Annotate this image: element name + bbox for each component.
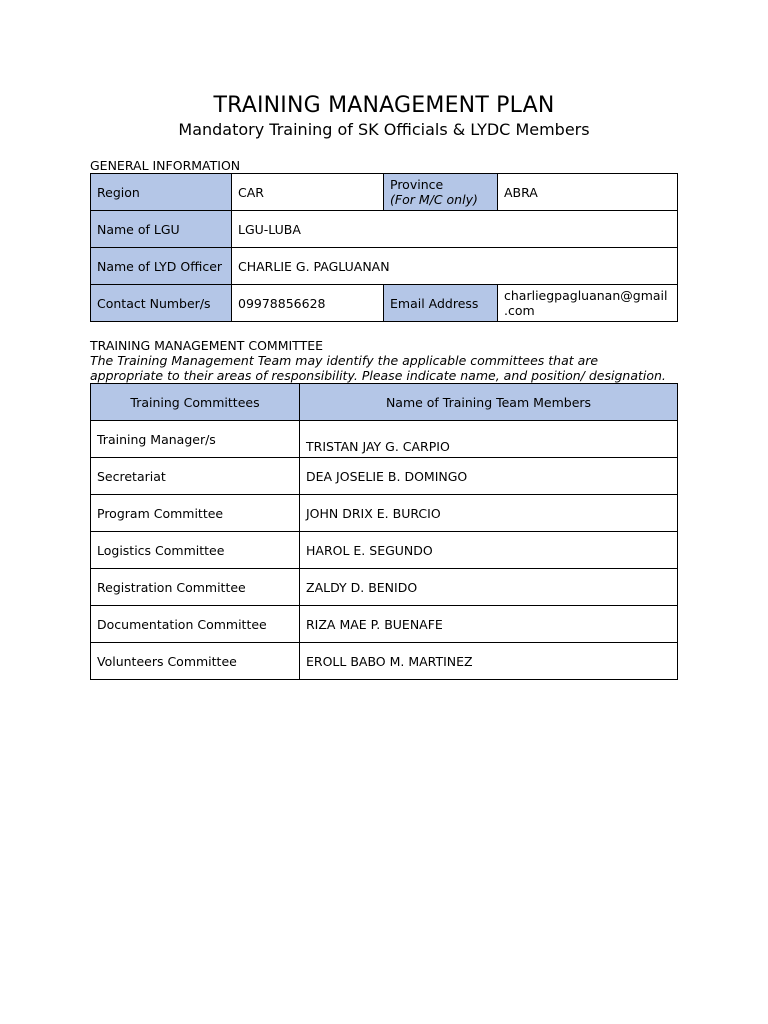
committee-name: Secretariat (91, 458, 300, 495)
general-info-table (90, 173, 678, 322)
committee-note-line1: The Training Management Team may identify the applicable committees that are (90, 353, 599, 368)
member-name: DEA JOSELIE B. DOMINGO (300, 458, 678, 495)
table-row (91, 421, 678, 458)
column-header-committees: Training Committees (91, 384, 300, 421)
email-value-line2: .com (504, 303, 535, 318)
contact-value: 09978856628 (232, 285, 384, 322)
general-info-heading: GENERAL INFORMATION (90, 158, 241, 173)
member-name: EROLL BABO M. MARTINEZ (300, 643, 678, 680)
table-row (91, 606, 678, 643)
committee-note-line2: appropriate to their areas of responsibility. Please indicate name, and position/ designation. (90, 368, 666, 383)
lgu-label: Name of LGU (91, 211, 232, 248)
table-row (91, 495, 678, 532)
region-value: CAR (232, 174, 384, 211)
table-row (91, 643, 678, 680)
column-header-members: Name of Training Team Members (300, 384, 678, 421)
table-row (91, 458, 678, 495)
province-value: ABRA (498, 174, 678, 211)
document-title: TRAINING MANAGEMENT PLAN (213, 93, 555, 118)
table-row (91, 285, 678, 322)
lgu-value: LGU-LUBA (232, 211, 678, 248)
email-value-cell (498, 285, 678, 322)
table-header-row (91, 384, 678, 421)
table-row (91, 174, 678, 211)
member-name: ZALDY D. BENIDO (300, 569, 678, 606)
table-row (91, 532, 678, 569)
committee-heading: TRAINING MANAGEMENT COMMITTEE (90, 338, 324, 353)
table-row (91, 211, 678, 248)
committee-table (90, 383, 678, 680)
committee-name: Registration Committee (91, 569, 300, 606)
document-subtitle: Mandatory Training of SK Officials & LYDC Members (178, 120, 590, 139)
province-note: (For M/C only) (390, 192, 478, 207)
committee-name: Training Manager/s (91, 421, 300, 458)
officer-value: CHARLIE G. PAGLUANAN (232, 248, 678, 285)
committee-name: Program Committee (91, 495, 300, 532)
province-label: Province (390, 177, 444, 192)
province-label-cell (384, 174, 498, 211)
committee-name: Logistics Committee (91, 532, 300, 569)
email-value-line1: charliegpagluanan@gmail (504, 288, 668, 303)
committee-name: Documentation Committee (91, 606, 300, 643)
region-label: Region (91, 174, 232, 211)
member-name: TRISTAN JAY G. CARPIO (300, 421, 678, 458)
contact-label: Contact Number/s (91, 285, 232, 322)
email-label: Email Address (384, 285, 498, 322)
member-name: RIZA MAE P. BUENAFE (300, 606, 678, 643)
member-name: HAROL E. SEGUNDO (300, 532, 678, 569)
member-name: JOHN DRIX E. BURCIO (300, 495, 678, 532)
officer-label: Name of LYD Officer (91, 248, 232, 285)
table-row (91, 569, 678, 606)
table-row (91, 248, 678, 285)
committee-name: Volunteers Committee (91, 643, 300, 680)
